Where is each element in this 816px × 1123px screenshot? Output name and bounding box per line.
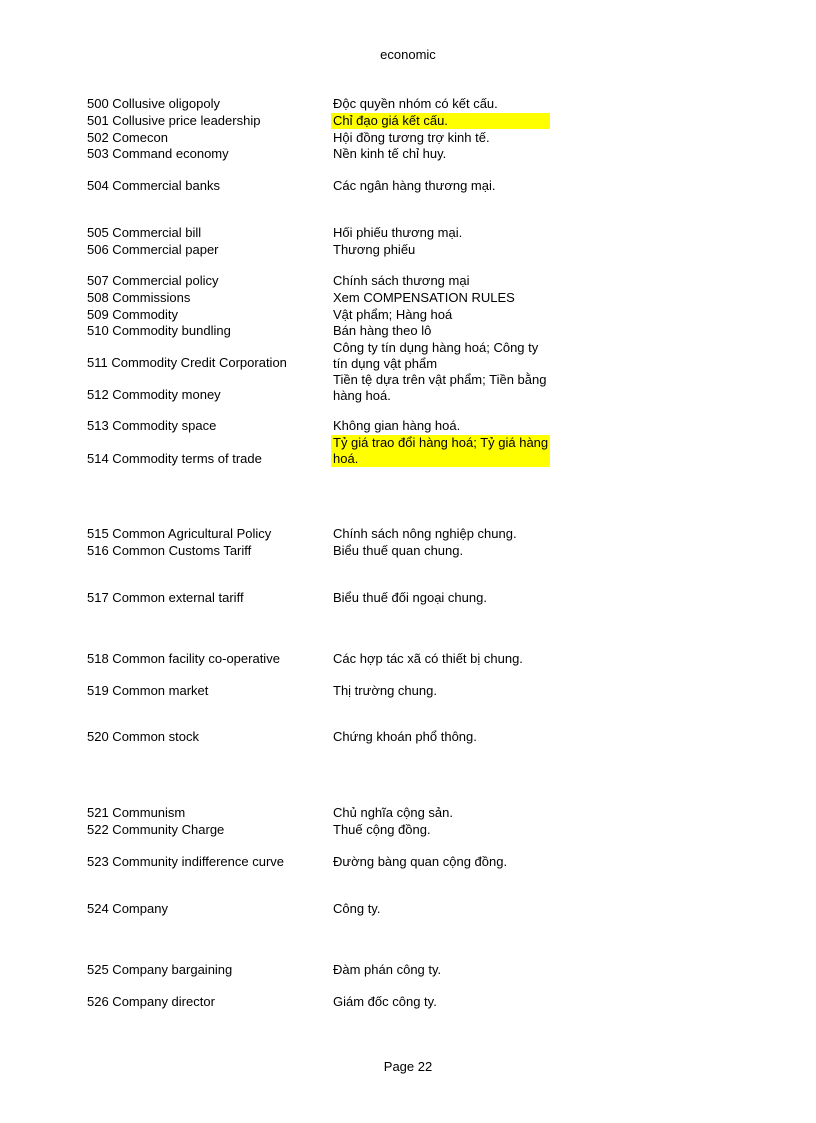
entry-translation: Nền kinh tế chỉ huy.	[333, 146, 447, 161]
entry-translation: Công ty tín dụng hàng hoá; Công ty tín dụng vật phẩm	[333, 340, 539, 371]
entry-translation: Bán hàng theo lô	[333, 323, 432, 338]
entry-term: 509 Commodity	[87, 307, 179, 322]
entry-translation: Chủ nghĩa cộng sản.	[333, 805, 453, 820]
entry-translation: Đàm phán công ty.	[333, 962, 442, 977]
entry-translation: Chính sách thương mại	[333, 273, 470, 288]
entry-term: 517 Common external tariff	[87, 590, 244, 605]
entry-translation: Biểu thuế quan chung.	[333, 543, 464, 558]
page-number: Page 22	[383, 1059, 433, 1074]
entry-term: 521 Communism	[87, 805, 186, 820]
entry-term: 519 Common market	[87, 683, 209, 698]
entry-term: 525 Company bargaining	[87, 962, 233, 977]
entry-translation: Thương phiếu	[333, 242, 416, 257]
entry-term: 503 Command economy	[87, 146, 229, 161]
entry-translation-highlighted: Tỷ giá trao đổi hàng hoá; Tỷ giá hàng hoá.	[333, 435, 549, 466]
entry-term: 501 Collusive price leadership	[87, 113, 261, 128]
entry-translation: Các hợp tác xã có thiết bị chung.	[333, 651, 523, 666]
entry-translation: Giám đốc công ty.	[333, 994, 437, 1009]
entry-translation: Độc quyền nhóm có kết cấu.	[333, 96, 498, 111]
entry-term: 512 Commodity money	[87, 387, 221, 402]
entry-translation: Tiền tệ dựa trên vật phẩm; Tiền bằng hàng hoá.	[333, 372, 547, 403]
entry-term: 508 Commissions	[87, 290, 191, 305]
entry-translation: Hội đồng tương trợ kinh tế.	[333, 130, 490, 145]
entry-translation: Xem COMPENSATION RULES	[333, 290, 515, 305]
page-header: economic	[380, 47, 436, 62]
entry-translation: Không gian hàng hoá.	[333, 418, 461, 433]
entry-term: 523 Community indifference curve	[87, 854, 285, 869]
entry-term: 505 Commercial bill	[87, 225, 202, 240]
entry-term: 506 Commercial paper	[87, 242, 219, 257]
entry-term: 516 Common Customs Tariff	[87, 543, 252, 558]
entry-translation: Chứng khoán phổ thông.	[333, 729, 477, 744]
entry-translation: Đường bàng quan cộng đồng.	[333, 854, 508, 869]
entry-term: 518 Common facility co-operative	[87, 651, 280, 666]
entry-translation: Thị trường chung.	[333, 683, 437, 698]
entry-term: 500 Collusive oligopoly	[87, 96, 220, 111]
entry-term: 520 Common stock	[87, 729, 199, 744]
entry-term: 524 Company	[87, 901, 168, 916]
entry-translation: Hối phiếu thương mại.	[333, 225, 463, 240]
entry-term: 511 Commodity Credit Corporation	[87, 355, 287, 370]
entry-translation-highlighted: Chỉ đạo giá kết cấu.	[331, 113, 550, 129]
entry-translation: Vật phẩm; Hàng hoá	[333, 307, 453, 322]
entry-term: 515 Common Agricultural Policy	[87, 526, 272, 541]
entry-term: 507 Commercial policy	[87, 273, 219, 288]
entry-term: 526 Company director	[87, 994, 215, 1009]
entry-translation: Biểu thuế đối ngoại chung.	[333, 590, 487, 605]
entry-term: 510 Commodity bundling	[87, 323, 231, 338]
entry-term: 513 Commodity space	[87, 418, 217, 433]
entry-term: 522 Community Charge	[87, 822, 225, 837]
entry-translation: Chính sách nông nghiệp chung.	[333, 526, 517, 541]
entry-translation: Công ty.	[333, 901, 381, 916]
entry-translation: Thuế cộng đồng.	[333, 822, 431, 837]
entry-term: 504 Commercial banks	[87, 178, 220, 193]
entry-term: 502 Comecon	[87, 130, 168, 145]
entry-term: 514 Commodity terms of trade	[87, 451, 262, 466]
entry-translation: Các ngân hàng thương mại.	[333, 178, 496, 193]
